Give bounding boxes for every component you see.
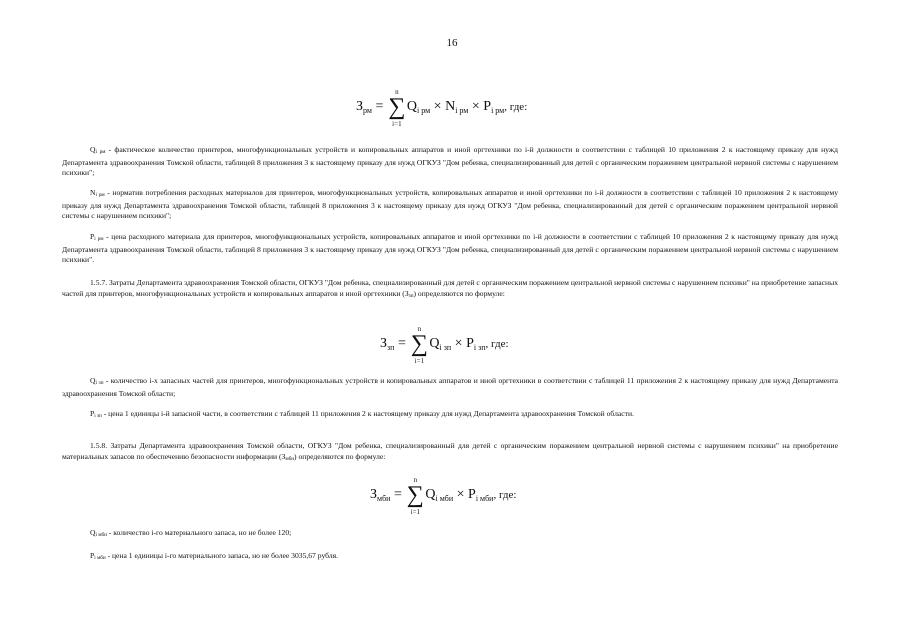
section-text: 1.5.8. Затраты Департамента здравоохранения Томской области, ОГКУЗ "Дом ребенка, специализированный для детей с органическим поражением центральной нервной системы с нарушением психики" на приобретение материальных запасов по обеспечению безопасности информации (З bbox=[62, 441, 838, 461]
symbol-sub: i зп bbox=[94, 413, 102, 419]
section-1-5-7 bbox=[62, 278, 838, 301]
definition-q-zp bbox=[62, 376, 838, 399]
section-1-5-8 bbox=[62, 441, 838, 464]
formula3-tail: , где: bbox=[493, 489, 517, 502]
symbol: Q bbox=[90, 145, 96, 154]
sum-sign: n ∑ i=1 bbox=[410, 325, 428, 365]
formula1-term2-sub: i рм bbox=[455, 106, 469, 116]
section-tail: ) определяются по формуле: bbox=[294, 451, 386, 461]
definition-p-rm bbox=[62, 232, 838, 266]
formula-printer-materials: $З_{рм}$ = n ∑ i=1 $Q_{i рм} \times N_{i рм} \times P_{i рм}$, где: bbox=[356, 88, 528, 128]
formula1-term1: Q bbox=[406, 99, 417, 115]
definition-text: - цена расходного материала для принтеров, многофункциональных устройств, копировальных аппаратов и иной оргтехники по i-й должности в соответствии с таблицей 10 приложения 2 к настоящему приказу для нужд Департамента здравоохранения Томской области, таблицей 8 приложения 3 к настоящему приказу для нужд ОГКУЗ "Дом ребенка, специализированный для детей с органическим поражением центральной нервной системы с нарушением психики". bbox=[62, 232, 838, 265]
sum-lower: i=1 bbox=[414, 357, 425, 365]
sum-lower: i=1 bbox=[392, 120, 402, 128]
definition-text: - количество i-х запасных частей для принтеров, многофункциональных устройств и копировальных аппаратов и иной оргтехники в соответствии с таблицей 11 приложения 2 к настоящему приказу для нужд Департамента здравоохранения Томской области; bbox=[62, 376, 838, 398]
formula1-tail: , где: bbox=[504, 101, 528, 114]
symbol: Q bbox=[90, 376, 96, 385]
sum-lower: i=1 bbox=[410, 508, 421, 516]
formula2-lhs-sub: зп bbox=[387, 343, 395, 353]
formula2-term1: Q bbox=[429, 336, 440, 352]
page-number: 16 bbox=[446, 37, 458, 49]
symbol: P bbox=[90, 232, 95, 241]
definition-text: - фактическое количество принтеров, многофункциональных устройств и копировальных аппаратов и иной оргтехники по i-й должности в соответствии с таблицей 10 приложения 2 к настоящему приказу для нужд Департамента здравоохранения Томской области, таблицей 8 приложения 3 к настоящему приказу для нужд ОГКУЗ "Дом ребенка, специализированный для детей с органическим поражением центральной нервной системы с нарушением психики"; bbox=[62, 145, 838, 178]
symbol-sub: i рм bbox=[95, 192, 105, 198]
definition-text: - цена 1 единицы i-й запасной части, в соответствии с таблицей 11 приложения 2 к настоящему приказу для нужд Департамента здравоохранения Томской области. bbox=[101, 409, 634, 418]
sum-upper: n bbox=[413, 476, 418, 484]
sum-sign: n ∑ i=1 bbox=[388, 88, 406, 128]
symbol-sub: i мби bbox=[94, 555, 106, 561]
section-text: 1.5.7. Затраты Департамента здравоохранения Томской области, ОГКУЗ "Дом ребенка, специализированный для детей с органическим поражением центральной нервной системы с нарушением психики" на приобретение запасных частей для принтеров, многофункциональных устройств и копировальных аппаратов и иной оргтехники (З bbox=[62, 278, 838, 298]
symbol-sub: i зп bbox=[95, 380, 104, 386]
formula1-term3-sub: i рм bbox=[491, 106, 505, 116]
symbol: Q bbox=[90, 528, 96, 537]
formula2-term2-sub: i зп bbox=[473, 343, 486, 353]
definition-q-rm bbox=[62, 145, 838, 179]
formula3-lhs: З bbox=[370, 487, 378, 503]
formula3-lhs-sub: мби bbox=[377, 494, 391, 504]
formula3-term2-sub: i мби bbox=[475, 494, 494, 504]
definition-text: - количество i-го материального запаса, но не более 120; bbox=[106, 528, 292, 537]
symbol: N bbox=[90, 188, 96, 197]
definition-text: - цена 1 единицы i-го материального запаса, но не более 3035,67 рубля. bbox=[105, 551, 338, 560]
definition-text: - норматив потребления расходных материалов для принтеров, многофункциональных устройств, копировальных аппаратов и иной оргтехники по i-й должности в соответствии с таблицей 10 приложения 2 к настоящему приказу для нужд Департамента здравоохранения Томской области, таблицей 8 приложения 3 к настоящему приказу для нужд ОГКУЗ "Дом ребенка, специализированный для детей с органическим поражением центральной нервной системы с нарушением психики"; bbox=[62, 188, 838, 221]
section-sub: зп bbox=[408, 292, 414, 299]
formula3-term2: P bbox=[468, 487, 476, 503]
symbol: P bbox=[90, 551, 95, 560]
formula3-term1: Q bbox=[425, 487, 436, 503]
definition-n-rm bbox=[62, 188, 838, 222]
definition-p-mbi bbox=[62, 551, 838, 564]
sum-upper: n bbox=[417, 325, 422, 333]
symbol-sub: i мби bbox=[95, 532, 107, 538]
sum-upper: n bbox=[395, 88, 399, 96]
formula1-term2: N bbox=[445, 99, 456, 115]
symbol-sub: i рм bbox=[95, 149, 106, 155]
formula1-term3: P bbox=[483, 99, 492, 115]
formula2-lhs: З bbox=[380, 336, 388, 352]
formula1-term1-sub: i рм bbox=[417, 106, 431, 116]
definition-q-mbi bbox=[62, 528, 838, 541]
definition-p-zp bbox=[62, 409, 838, 422]
formula2-term1-sub: i зп bbox=[439, 343, 452, 353]
section-sub: мби bbox=[285, 455, 295, 462]
formula2-term2: P bbox=[466, 336, 474, 352]
formula-info-security: $З_{мби}$ = n ∑ i=1 $Q_{i мби} \times P_{i мби}$, где: bbox=[370, 476, 517, 516]
symbol: P bbox=[90, 409, 95, 418]
formula1-lhs: З bbox=[356, 99, 364, 115]
symbol-sub: i рм bbox=[94, 236, 104, 242]
formula-spare-parts: $З_{зп}$ = n ∑ i=1 $Q_{i зп} \times P_{i зп}$, где: bbox=[380, 325, 509, 365]
sum-sign: n ∑ i=1 bbox=[406, 476, 424, 516]
formula1-lhs-sub: рм bbox=[363, 106, 372, 116]
formula3-term1-sub: i мби bbox=[435, 494, 454, 504]
section-tail: ) определяются по формуле: bbox=[413, 288, 505, 298]
formula2-tail: , где: bbox=[485, 338, 509, 351]
